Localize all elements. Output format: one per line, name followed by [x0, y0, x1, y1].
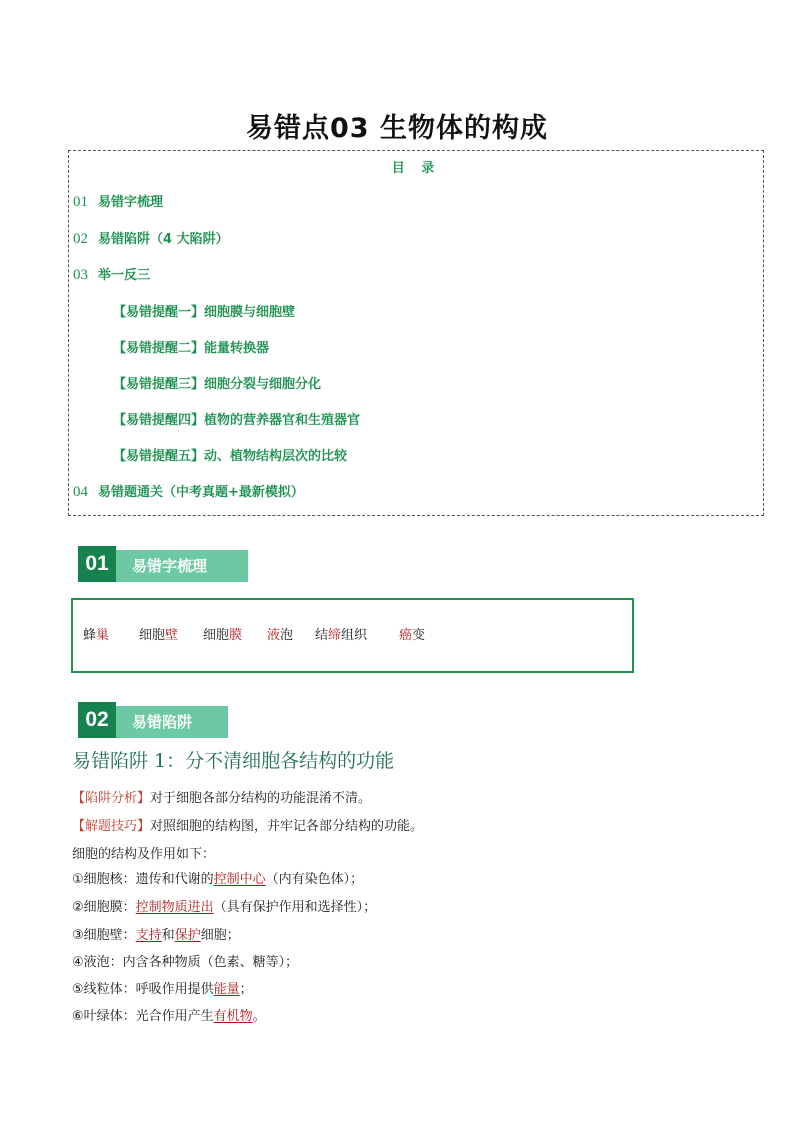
toc-subitem-5[interactable]: 【易错提醒五】动、植物结构层次的比较 [113, 449, 348, 464]
word-item: 细胞壁 [139, 628, 179, 643]
section-label: 易错陷阱 [116, 706, 228, 738]
word-list-box [71, 598, 634, 673]
structure-line-nucleus: ①细胞核：遗传和代谢的控制中心（内有染色体）； [72, 872, 364, 887]
section-number: 01 [78, 546, 116, 582]
word-item: 癌变 [399, 628, 426, 643]
toc-item-text: 易错字梳理 [98, 195, 164, 210]
page-title: 易错点03 生物体的构成 [246, 113, 548, 144]
structure-line-mitochondria: ⑤线粒体：呼吸作用提供能量； [72, 982, 253, 997]
tip-tag: 【解题技巧】 [72, 819, 151, 834]
toc-subitem-3[interactable]: 【易错提醒三】细胞分裂与细胞分化 [113, 377, 322, 392]
table-of-contents [68, 150, 764, 516]
trap-tip: 【解题技巧】对照细胞的结构图，并牢记各部分结构的功能。 [72, 819, 424, 834]
toc-item-01[interactable] [73, 191, 163, 211]
word-item: 蜂巢 [83, 628, 110, 643]
toc-subitem-2[interactable]: 【易错提醒二】能量转换器 [113, 341, 270, 356]
toc-item-02[interactable] [73, 228, 229, 248]
word-item: 结缔组织 [315, 628, 368, 643]
word-item: 液泡 [267, 628, 294, 643]
toc-item-04[interactable] [73, 481, 304, 501]
trap-analysis: 【陷阱分析】对于细胞各部分结构的功能混淆不清。 [72, 791, 372, 806]
analysis-tag: 【陷阱分析】 [72, 791, 151, 806]
toc-item-number: 03 [73, 267, 88, 283]
toc-subitem-1[interactable]: 【易错提醒一】细胞膜与细胞壁 [113, 305, 296, 320]
structure-line-wall: ③细胞壁：支持和保护细胞； [72, 928, 240, 943]
toc-item-number: 02 [73, 231, 88, 247]
word-item: 细胞膜 [203, 628, 243, 643]
toc-item-text: 易错陷阱（4 大陷阱） [98, 232, 229, 247]
section-label: 易错字梳理 [116, 550, 248, 582]
structure-intro: 细胞的结构及作用如下： [72, 847, 216, 862]
structure-line-membrane: ②细胞膜：控制物质进出（具有保护作用和选择性）； [72, 900, 377, 915]
toc-item-number: 01 [73, 194, 88, 210]
toc-item-text: 易错题通关（中考真题+最新模拟） [98, 485, 304, 500]
toc-heading: 目 录 [391, 161, 441, 176]
toc-item-number: 04 [73, 484, 88, 500]
toc-item-03[interactable] [73, 264, 150, 284]
toc-subitem-4[interactable]: 【易错提醒四】植物的营养器官和生殖器官 [113, 413, 361, 428]
toc-item-text: 举一反三 [98, 268, 151, 283]
structure-line-vacuole: ④液泡：内含各种物质（色素、糖等）； [72, 955, 299, 970]
section-number: 02 [78, 702, 116, 738]
trap-title: 易错陷阱 1：分不清细胞各结构的功能 [72, 750, 395, 772]
structure-line-chloroplast: ⑥叶绿体：光合作用产生有机物。 [72, 1009, 266, 1024]
